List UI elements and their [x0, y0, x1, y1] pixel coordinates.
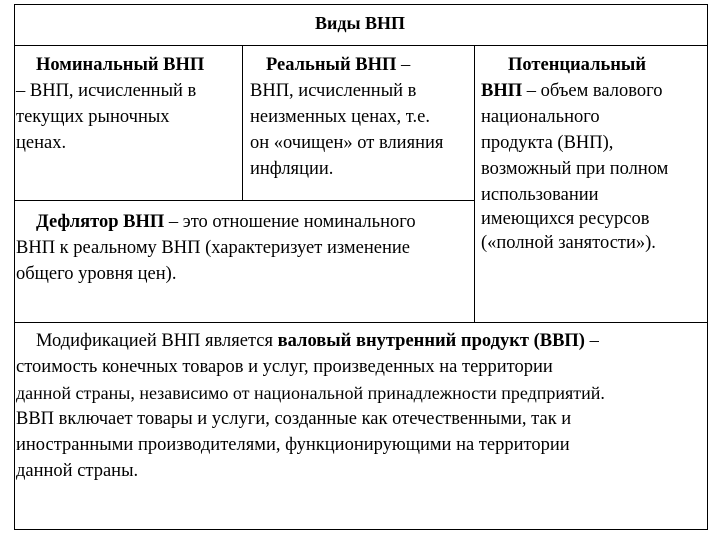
- divider-gdp: [14, 322, 708, 323]
- real-gnp-heading: [266, 52, 410, 78]
- real-gnp-text-2: неизменных ценах, т.е.: [250, 107, 430, 127]
- potential-gnp-text-1: [481, 78, 663, 104]
- page-title: Виды ВНП: [314, 13, 406, 33]
- gdp-text-6: данной страны.: [16, 461, 139, 481]
- gdp-text-3: данной страны, независимо от национальной принадлежности предприятий.: [16, 383, 605, 403]
- deflator-text-3: общего уровня цен).: [16, 264, 177, 284]
- divider-deflator: [14, 200, 474, 201]
- potential-gnp-text-6: имеющихся ресурсов: [481, 209, 650, 229]
- nominal-gnp-text-3: ценах.: [16, 133, 67, 153]
- gdp-text-4: ВВП включает товары и услуги, созданные как отечественными, так и: [16, 409, 572, 429]
- nominal-gnp-text-1: – ВНП, исчисленный в: [16, 81, 197, 101]
- divider-col1: [242, 45, 243, 200]
- deflator-text-2: ВНП к реальному ВНП (характеризует изменение: [16, 238, 410, 258]
- gdp-text-5: иностранными производителями, функционирующими на территории: [16, 435, 570, 455]
- potential-gnp-heading: Потенциальный: [508, 55, 647, 75]
- deflator-heading: Дефлятор ВНП: [36, 212, 165, 232]
- gdp-text-1-pre: Модификацией ВНП является: [36, 331, 278, 351]
- gdp-heading: валовый внутренний продукт (ВВП): [277, 331, 585, 351]
- potential-gnp-text-4: возможный при полном: [481, 159, 669, 179]
- gdp-text-2: стоимость конечных товаров и услуг, произведенных на территории: [16, 357, 553, 377]
- deflator-text-1: [36, 209, 416, 235]
- potential-gnp-text-3: продукта (ВНП),: [481, 133, 614, 153]
- gdp-text-1: [36, 328, 599, 354]
- nominal-gnp-heading: Номинальный ВНП: [36, 55, 205, 75]
- potential-gnp-text-2: национального: [481, 107, 600, 127]
- potential-gnp-text-1-rest: – объем валового: [522, 81, 663, 101]
- real-gnp-heading-bold: Реальный ВНП: [266, 55, 397, 75]
- divider-col2: [474, 45, 475, 322]
- real-gnp-text-4: инфляции.: [250, 159, 334, 179]
- divider-title: [14, 45, 708, 46]
- nominal-gnp-text-2: текущих рыночных: [16, 107, 170, 127]
- potential-gnp-text-5: использовании: [481, 185, 599, 205]
- potential-gnp-heading-2: ВНП: [481, 81, 523, 101]
- potential-gnp-text-7: («полной занятости»).: [481, 233, 656, 253]
- real-gnp-text-3: он «очищен» от влияния: [250, 133, 444, 153]
- deflator-text-1-rest: – это отношение номинального: [164, 212, 416, 232]
- real-gnp-heading-dash: –: [396, 55, 411, 75]
- real-gnp-text-1: ВНП, исчисленный в: [250, 81, 417, 101]
- gdp-text-1-post: –: [584, 331, 599, 351]
